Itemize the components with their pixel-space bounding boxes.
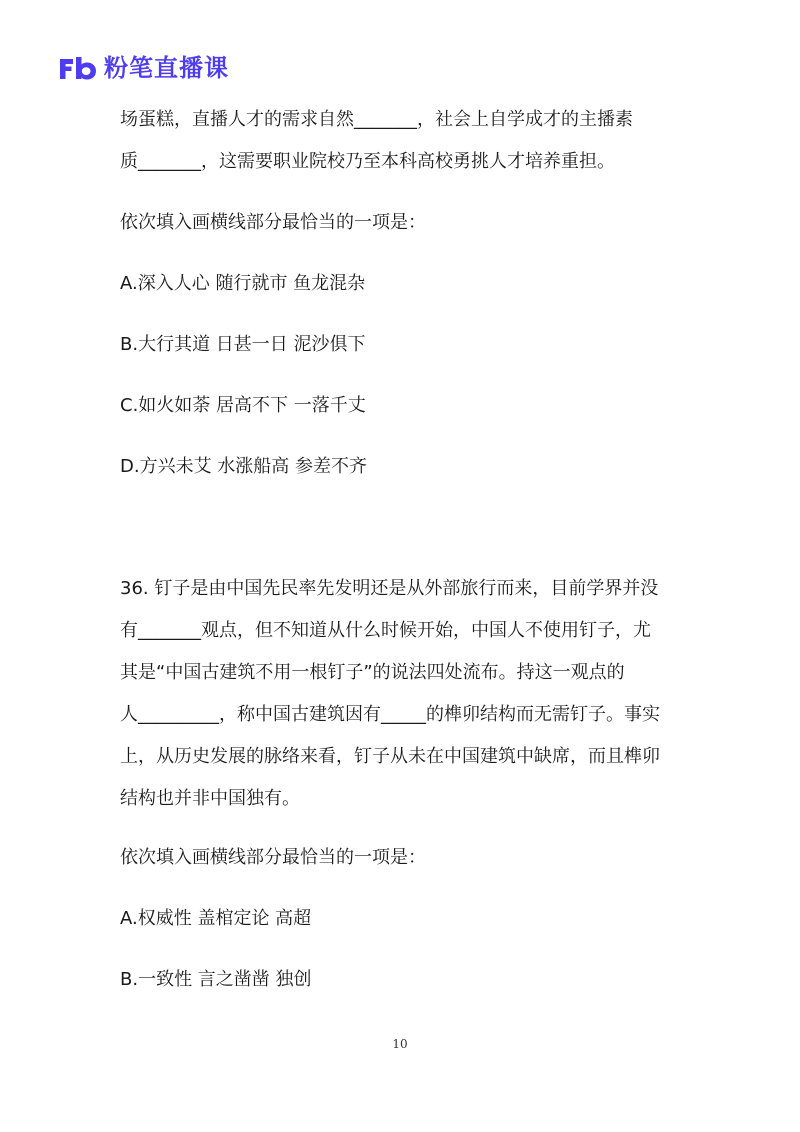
question-36-text-line-5: 上，从历史发展的脉络来看，钉子从未在中国建筑中缺席，而且榫卯 xyxy=(120,746,660,767)
question-36-text-line-3: 其是“中国古建筑不用一根钉子”的说法四处流布。持这一观点的 xyxy=(120,662,625,683)
question-36-text-line-6: 结构也并非中国独有。 xyxy=(120,788,300,809)
question-35-text-line-2: 质_______，这需要职业院校乃至本科高校勇挑人才培养重担。 xyxy=(120,151,615,172)
question-36-text-line-1: 36. 钉子是由中国先民率先发明还是从外部旅行而来，目前学界并没 xyxy=(120,578,659,599)
question-36-option-a: A.权威性 盖棺定论 高超 xyxy=(120,908,312,929)
question-35-option-a: A.深入人心 随行就市 鱼龙混杂 xyxy=(120,273,366,294)
question-35-option-b: B.大行其道 日甚一日 泥沙俱下 xyxy=(120,334,366,355)
page-number: 10 xyxy=(392,1037,408,1051)
question-36-prompt: 依次填入画横线部分最恰当的一项是： xyxy=(120,847,426,868)
fb-logo-icon xyxy=(58,55,98,81)
question-36-option-b: B.一致性 言之凿凿 独创 xyxy=(120,969,312,990)
brand-header xyxy=(58,52,229,84)
question-35-prompt: 依次填入画横线部分最恰当的一项是： xyxy=(120,212,426,233)
question-36-text-line-4: 人_________，称中国古建筑因有_____的榫卯结构而无需钉子。事实 xyxy=(120,704,660,725)
question-36-text-line-2: 有_______观点，但不知道从什么时候开始，中国人不使用钉子，尤 xyxy=(120,620,651,641)
question-35-option-c: C.如火如荼 居高不下 一落千丈 xyxy=(120,395,366,416)
question-35-option-d: D.方兴未艾 水涨船高 参差不齐 xyxy=(120,456,368,477)
question-35-text-line-1: 场蛋糕，直播人才的需求自然_______，社会上自学成才的主播素 xyxy=(120,109,633,130)
brand-name: 粉笔直播课 xyxy=(104,54,229,82)
